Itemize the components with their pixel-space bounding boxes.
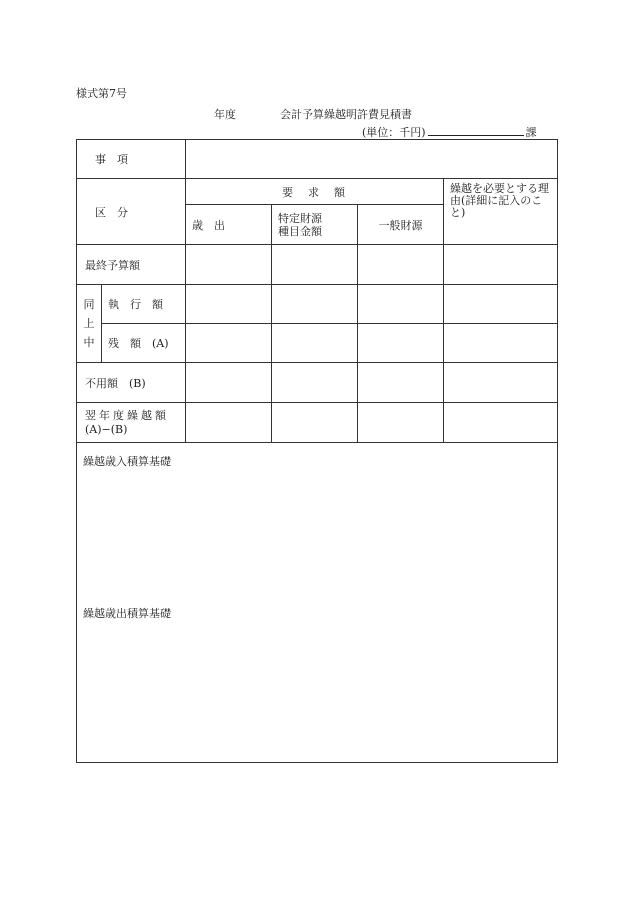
row-category-top — [77, 179, 558, 205]
basis-expenditure-label: 繰越歳出積算基礎 — [83, 607, 171, 620]
requested-amount-label: 要 求 額 — [282, 185, 347, 199]
final-budget-label: 最終予算額 — [85, 258, 140, 272]
cell-unused-general[interactable] — [358, 363, 444, 403]
cell-remaining-general[interactable] — [358, 324, 444, 363]
cell-carryover-label — [77, 403, 186, 443]
estimate-table — [76, 139, 558, 763]
row-executed — [77, 285, 558, 324]
general-funds-label: 一般財源 — [378, 218, 423, 232]
cell-executed-specific[interactable] — [272, 285, 358, 324]
remaining-label: 残 額 (A) — [108, 337, 169, 350]
executed-label: 執 行 額 — [108, 298, 163, 311]
cell-unused-specific[interactable] — [272, 363, 358, 403]
cell-unused-expenditure[interactable] — [186, 363, 272, 403]
cell-item-label — [77, 140, 186, 179]
department-suffix: 課 — [525, 126, 537, 139]
cell-unused-label — [77, 363, 186, 403]
same-mid-label: 同上中 — [83, 298, 95, 349]
cell-general-funds-header — [358, 205, 444, 245]
cell-carryover-expenditure[interactable] — [186, 403, 272, 443]
cell-requested-amount — [186, 179, 444, 205]
cell-remaining-expenditure[interactable] — [186, 324, 272, 363]
cell-category-label — [77, 179, 186, 245]
carryover-label-2: (A)−(B) — [85, 422, 128, 436]
cell-final-budget-reason[interactable] — [444, 245, 558, 285]
document-title-line — [214, 106, 412, 122]
cell-remaining-reason[interactable] — [444, 324, 558, 363]
row-item — [77, 140, 558, 179]
cell-expenditure-header — [186, 205, 272, 245]
cell-carryover-reason[interactable] — [444, 403, 558, 443]
row-unused — [77, 363, 558, 403]
reason-label: 繰越を必要とする理由(詳細に記入のこと) — [450, 182, 549, 219]
category-label: 区 分 — [95, 205, 128, 219]
unit-label: (単位：千円) — [362, 126, 426, 139]
cell-reason-header — [444, 179, 558, 245]
department-blank[interactable] — [428, 125, 524, 136]
cell-remaining-specific[interactable] — [272, 324, 358, 363]
unused-label: 不用額 (B) — [85, 376, 146, 390]
cell-unused-reason[interactable] — [444, 363, 558, 403]
cell-remaining-label — [102, 324, 186, 363]
cell-final-budget-expenditure[interactable] — [186, 245, 272, 285]
form-number: 様式第7号 — [76, 87, 127, 100]
cell-final-budget-specific[interactable] — [272, 245, 358, 285]
cell-executed-reason[interactable] — [444, 285, 558, 324]
row-basis — [77, 443, 558, 763]
carryover-label-1: 翌年度繰越額 — [85, 408, 169, 422]
item-label: 事 項 — [95, 153, 128, 166]
year-label: 年度 — [214, 108, 236, 121]
cell-executed-expenditure[interactable] — [186, 285, 272, 324]
cell-carryover-general[interactable] — [358, 403, 444, 443]
cell-specific-funds-header — [272, 205, 358, 245]
cell-executed-general[interactable] — [358, 285, 444, 324]
expenditure-label: 歳 出 — [192, 218, 225, 232]
cell-final-budget-general[interactable] — [358, 245, 444, 285]
cell-basis[interactable] — [77, 443, 558, 763]
cell-same-mid-label — [77, 285, 102, 363]
specific-funds-label-2: 種目金額 — [278, 224, 322, 238]
cell-item-value[interactable] — [186, 140, 558, 179]
cell-executed-label — [102, 285, 186, 324]
unit-line — [362, 124, 537, 140]
row-remaining — [77, 324, 558, 363]
row-carryover — [77, 403, 558, 443]
cell-carryover-specific[interactable] — [272, 403, 358, 443]
document-title: 会計予算繰越明許費見積書 — [280, 108, 412, 121]
cell-final-budget-label — [77, 245, 186, 285]
specific-funds-label-1: 特定財源 — [278, 211, 322, 225]
basis-revenue-label: 繰越歳入積算基礎 — [83, 455, 171, 468]
row-final-budget — [77, 245, 558, 285]
